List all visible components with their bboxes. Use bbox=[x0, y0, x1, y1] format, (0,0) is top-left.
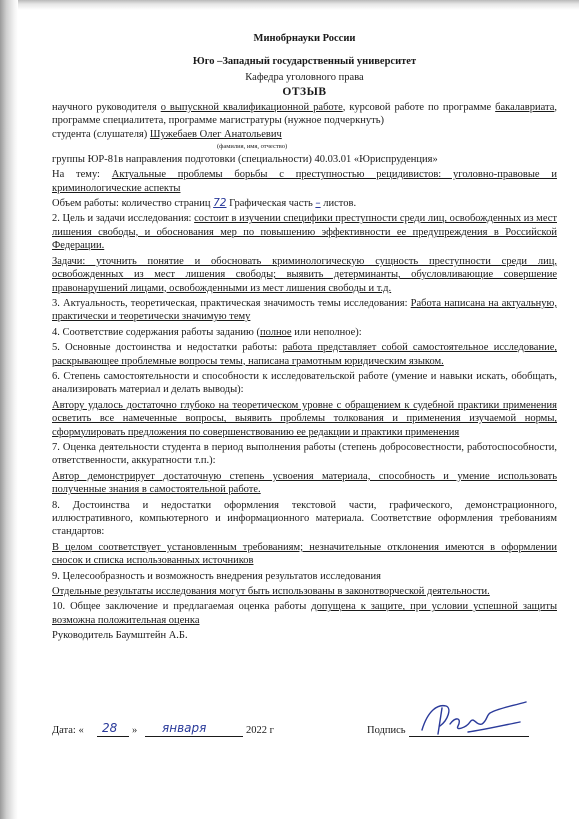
document-header bbox=[52, 32, 557, 100]
topic-line: На тему: Актуальные проблемы борьбы с преступностью рецидивистов: уголовно-правовые и криминологические аспекты bbox=[52, 169, 558, 194]
section-3-relevance: 3. Актуальность, теоретическая, практическая значимость темы исследования: Работа написана на актуальную, практически и теоретически значимую тему bbox=[52, 297, 557, 323]
supervisor-line: Руководитель Баумштейн А.Б. bbox=[52, 630, 188, 642]
date-year: 2022 г bbox=[246, 725, 274, 736]
student-name: Шужебаев Олег Анатольевич bbox=[149, 129, 282, 141]
date-label: Дата: « bbox=[52, 725, 84, 736]
volume-pages: 72 bbox=[213, 197, 227, 210]
handwritten-signature bbox=[408, 696, 533, 740]
section-2-tasks: Задачи: уточнить понятие и обосновать криминологическую сущность преступности среди лиц, освобожденных из мест лишения свободы; выявить детерминанты, обусловливающие совершение правонарушений лицами, освобожденными из мест лишения свободы и т.д. bbox=[52, 255, 557, 294]
department-name: Кафедра уголовного права bbox=[245, 71, 364, 83]
date-month-underline bbox=[145, 736, 243, 737]
fio-hint: (фамилия, имя, отчество) bbox=[217, 142, 288, 150]
section-2-goals: 2. Цель и задачи исследования: состоит в изучении специфики преступности среди лиц, освобожденных из мест лишения свободы, и обоснования мер по повышению эффективности ее предупреждения в Российской Федерации. bbox=[52, 213, 557, 252]
group-line: группы ЮР-81в направления подготовки (специальности) 40.03.01 «Юриспруденция» bbox=[52, 153, 438, 165]
university-name: Юго –Западный государственный университет bbox=[192, 56, 417, 68]
date-day-handwritten: 28 bbox=[102, 721, 118, 735]
section-9-implementation-label: 9. Целесообразность и возможность внедрения результатов исследования bbox=[52, 570, 381, 582]
section-8-formatting-value: В целом соответствует установленным требованиям; незначительные отклонения имеются в оформлении сносок и списка использованных источников bbox=[52, 541, 557, 567]
date-month-handwritten: января bbox=[162, 721, 207, 735]
date-quote-close: » bbox=[132, 725, 138, 736]
volume-graphic: – bbox=[315, 197, 321, 210]
section-7-assessment-value: Автор демонстрирует достаточную степень усвоения материала, способность и умение использовать полученные знания в самостоятельной работе. bbox=[52, 470, 557, 496]
section-8-formatting-label: 8. Достоинства и недостатки оформления текстовой части, графического, демонстрационного, иллюстративного, компьютерного и информационного материала. Соответствие оформления требованиям стандартов: bbox=[52, 499, 557, 538]
section-7-assessment-label: 7. Оценка деятельности студента в период выполнения работы (степень добросовестности, работоспособности, ответственности, аккуратности т.п.): bbox=[52, 441, 557, 467]
section-4-compliance: 4. Соответствие содержания работы заданию (полное или неполное): bbox=[52, 326, 362, 338]
section-5-merits: 5. Основные достоинства и недостатки работы: работа представляет собой самостоятельное исследование, раскрывающее проблемные вопросы темы, написана грамотным юридическим языком. bbox=[52, 342, 557, 367]
date-signature-row bbox=[52, 710, 557, 750]
document-title: ОТЗЫВ bbox=[282, 86, 327, 99]
ministry-name: Минобрнауки России bbox=[253, 33, 356, 44]
volume-line: Объем работы: количество страниц 72 Графическая часть – листов. bbox=[52, 197, 357, 210]
review-document bbox=[52, 32, 557, 643]
supervisor-work-type: научного руководителя о выпускной квалификационной работе, курсовой работе по программе бакалавриата, программе специалитета, программе магистратуры (нужное подчеркнуть) bbox=[52, 101, 557, 127]
student-line: студента (слушателя) Шужебаев Олег Анатольевич bbox=[52, 129, 282, 141]
section-9-implementation-value: Отдельные результаты исследования могут быть использованы в законотворческой деятельности. bbox=[52, 586, 490, 598]
section-6-independence-label: 6. Степень самостоятельности и способности к исследовательской работе (умение и навыки искать, обобщать, анализировать материал и делать выводы): bbox=[52, 370, 557, 396]
scan-shadow-top bbox=[0, 0, 579, 10]
topic-value: Актуальные проблемы борьбы с преступностью рецидивистов: уголовно-правовые и криминологические аспекты bbox=[52, 169, 558, 194]
signature-label: Подпись bbox=[367, 725, 406, 736]
section-10-conclusion: 10. Общее заключение и предлагаемая оценка работы допущена к защите, при условии успешной защиты возможна положительная оценка bbox=[52, 601, 557, 626]
section-6-independence-value: Автору удалось достаточно глубоко на теоретическом уровне с обращением к судебной практики применения осветить все намеченные вопросы, выявить проблемы толкования и применения изучаемой нормы, сформулировать предложения по совершенствованию ее редакции и практики применения bbox=[52, 399, 557, 438]
date-day-underline bbox=[97, 736, 129, 737]
scan-shadow-left bbox=[0, 0, 18, 819]
